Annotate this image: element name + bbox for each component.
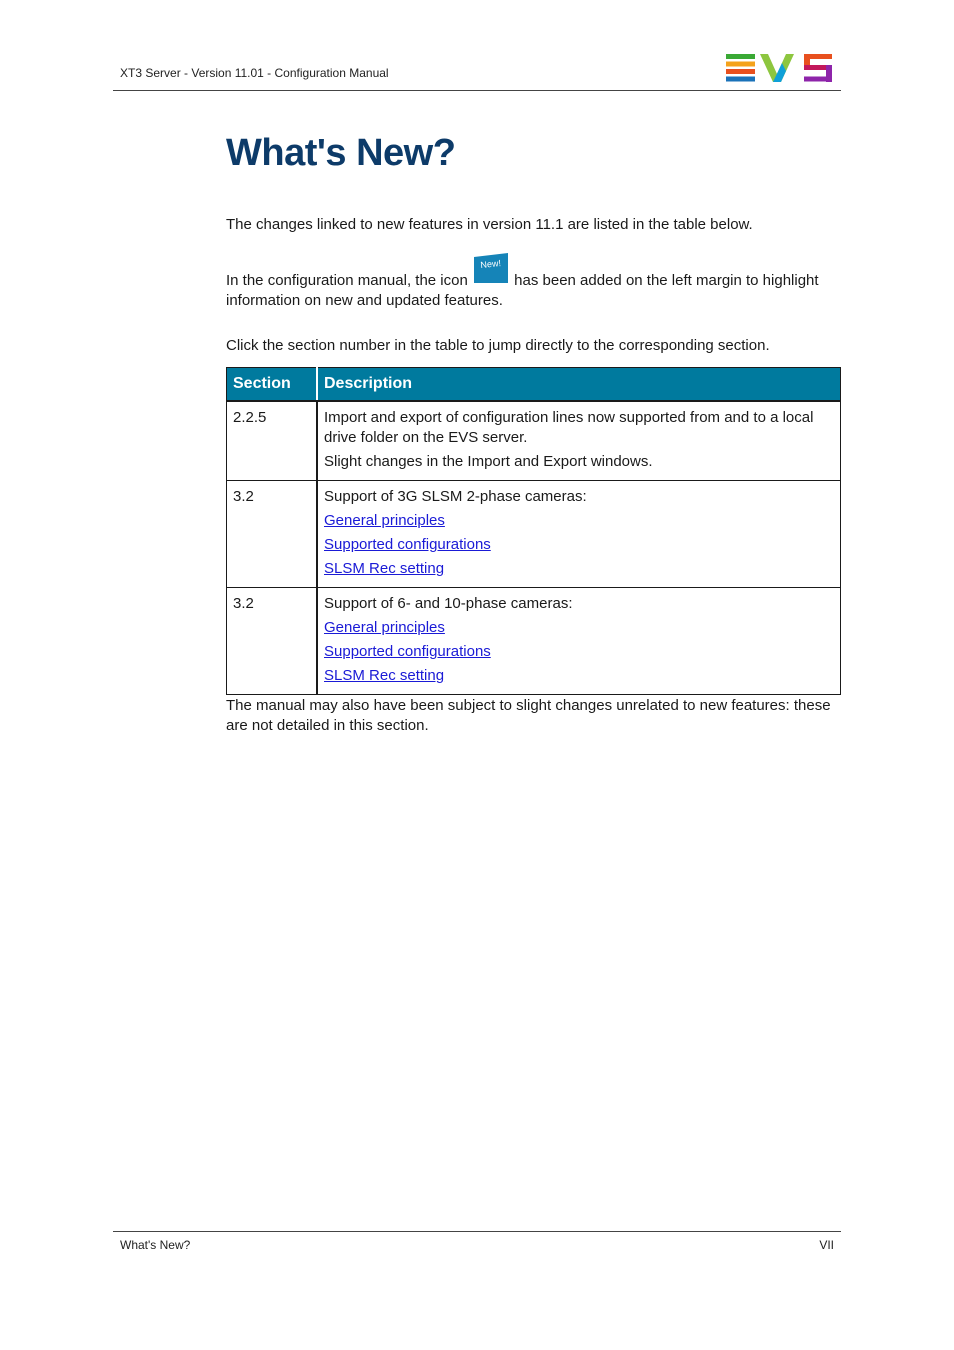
new-badge-label: New! [479,257,502,271]
new-badge-icon [474,253,508,283]
description-column-header: Description [317,368,841,402]
link-slsm-rec-setting[interactable]: SLSM Rec setting [324,667,445,684]
page-title: What's New? [226,132,456,174]
link-general-principles[interactable]: General principles [324,512,445,529]
evs-logo [726,54,834,82]
page-number: VII [819,1238,834,1252]
closing-paragraph: The manual may also have been subject to slight changes unrelated to new features: these are not detailed in this section. [226,697,831,734]
description-text: Import and export of configuration lines now supported from and to a local drive folder on the EVS server. [324,409,814,446]
intro-paragraph: The changes linked to new features in version 11.1 are listed in the table below. [226,216,753,233]
link-supported-configurations[interactable]: Supported configurations [324,643,491,660]
link-supported-configurations[interactable]: Supported configurations [324,536,491,553]
icon-paragraph [226,259,838,310]
description-text: Slight changes in the Import and Export windows. [324,453,653,470]
header-divider [113,90,841,91]
description-cell [317,481,841,588]
section-number[interactable]: 3.2 [227,481,318,588]
click-hint-paragraph: Click the section number in the table to jump directly to the corresponding section. [226,337,770,354]
description-text: Support of 3G SLSM 2-phase cameras: [324,488,587,505]
section-number[interactable]: 3.2 [227,588,318,695]
table-header-row [227,368,841,402]
document-title: XT3 Server - Version 11.01 - Configuration Manual [120,66,389,80]
link-general-principles[interactable]: General principles [324,619,445,636]
description-text: Support of 6- and 10-phase cameras: [324,595,573,612]
footer-section-title: What's New? [120,1238,191,1252]
table-row [227,588,841,695]
description-cell [317,588,841,695]
icon-sentence-after: has been added on the left margin to highlight information on new and updated features. [226,272,819,309]
section-column-header: Section [227,368,318,402]
icon-sentence-before: In the configuration manual, the icon [226,272,468,289]
footer-divider [113,1231,841,1232]
table-row [227,481,841,588]
link-slsm-rec-setting[interactable]: SLSM Rec setting [324,560,445,577]
description-cell [317,401,841,481]
changes-table [226,367,841,695]
table-row [227,401,841,481]
section-number[interactable]: 2.2.5 [227,401,318,481]
